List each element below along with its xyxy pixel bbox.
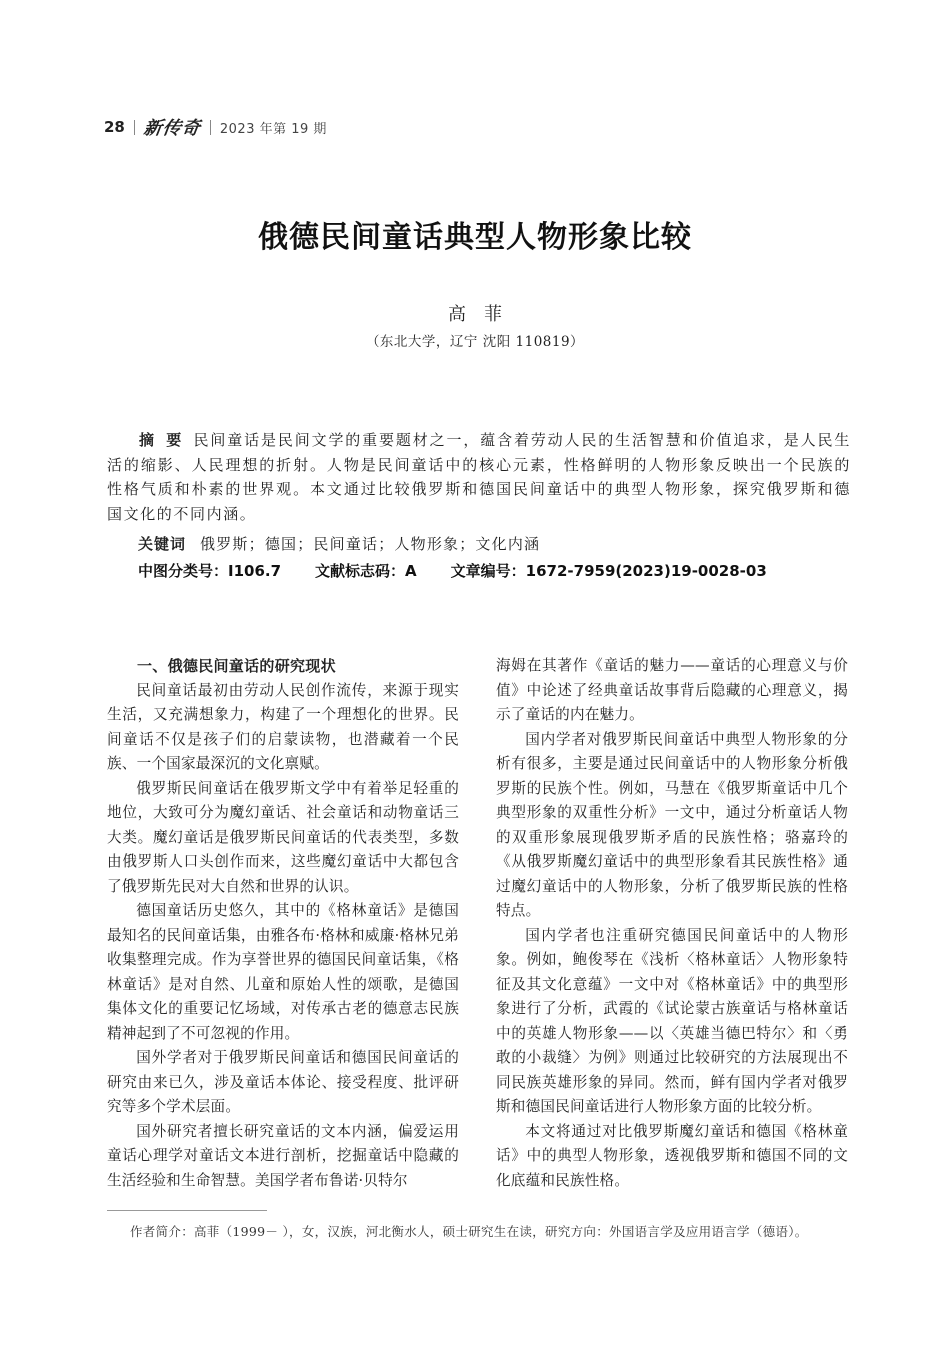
- author-name: 高菲: [448, 304, 520, 325]
- issue-label: 2023 年第 19 期: [219, 121, 327, 137]
- paragraph: 国内学者对俄罗斯民间童话中典型人物形象的分析有很多，主要是通过民间童话中的人物形象分析俄罗斯的民族个性。例如，马慧在《俄罗斯童话中几个典型形象的双重性分析》一文中，通过分析童话人物的双重形象展现俄罗斯矛盾的民族性格；骆嘉玲的《从俄罗斯魔幻童话中的典型形象看其民族性格》通过魔幻童话中的人物形象，分析了俄罗斯民族的性格特点。: [496, 730, 848, 919]
- article-title: 俄德民间童话典型人物形象比较: [258, 220, 692, 255]
- paragraph: 国内学者也注重研究德国民间童话中的人物形象。例如，鲍俊琴在《浅析〈格林童话〉人物形象特征及其文化意蕴》一文中对《格林童话》中的典型形象进行了分析，武霞的《试论蒙古族童话与格林童话中的英雄人物形象——以〈英雄当德巴特尔〉和〈勇敢的小裁缝〉为例》则通过比较研究的方法展现出不同民族英雄形象的异同。然而，鲜有国内学者对俄罗斯和德国民间童话进行人物形象方面的比较分析。: [496, 926, 848, 1115]
- paragraph: 国外学者对于俄罗斯民间童话和德国民间童话的研究由来已久，涉及童话本体论、接受程度、批评研究等多个学术层面。: [107, 1049, 459, 1115]
- keywords-text: 俄罗斯；德国；民间童话；人物形象；文化内涵: [200, 535, 541, 553]
- paragraph: 俄罗斯民间童话在俄罗斯文学中有着举足轻重的地位，大致可分为魔幻童话、社会童话和动物童话三大类。魔幻童话是俄罗斯民间童话的代表类型，多数由俄罗斯人口头创作而来，这些魔幻童话中大都包含了俄罗斯先民对大自然和世界的认识。: [107, 779, 459, 895]
- keywords: [138, 533, 540, 554]
- classification-code: 中图分类号：I106.7: [138, 562, 282, 580]
- running-header: [104, 114, 327, 140]
- header-divider: [210, 120, 211, 135]
- document-code: 文献标志码：A: [315, 562, 417, 580]
- paragraph: 德国童话历史悠久，其中的《格林童话》是德国最知名的民间童话集，由雅各布·格林和威廉·格林兄弟收集整理完成。作为享誉世界的德国民间童话集，《格林童话》是对自然、儿童和原始人性的颂歌，是德国集体文化的重要记忆场域，对传承古老的德意志民族精神起到了不可忽视的作用。: [107, 902, 459, 1042]
- section-heading: 一、俄德民间童话的研究现状: [137, 657, 336, 675]
- footnote-divider: [107, 1210, 267, 1211]
- abstract-label: 摘要: [139, 431, 194, 449]
- abstract-text: 民间童话是民间文学的重要题材之一，蕴含着劳动人民的生活智慧和价值追求，是人民生活的缩影、人民理想的折射。人物是民间童话中的核心元素，性格鲜明的人物形象反映出一个民族的性格气质和朴素的世界观。本文通过比较俄罗斯和德国民间童话中的典型人物形象，探究俄罗斯和德国文化的不同内涵。: [107, 431, 851, 523]
- journal-logo: 新传奇: [142, 118, 203, 139]
- body-column-right: [496, 654, 848, 1193]
- abstract: [107, 428, 851, 526]
- paragraph: 本文将通过对比俄罗斯魔幻童话和德国《格林童话》中的典型人物形象，透视俄罗斯和德国不同的文化底蕴和民族性格。: [496, 1122, 848, 1189]
- paragraph: 海姆在其著作《童话的魅力——童话的心理意义与价值》中论述了经典童话故事背后隐藏的心理意义，揭示了童话的内在魅力。: [496, 657, 848, 723]
- header-divider: [134, 120, 135, 135]
- page-number: 28: [104, 118, 125, 136]
- classification-line: [138, 560, 767, 581]
- paragraph: 民间童话最初由劳动人民创作流传，来源于现实生活，又充满想象力，构建了一个理想化的世界。民间童话不仅是孩子们的启蒙读物，也潜藏着一个民族、一个国家最深沉的文化禀赋。: [107, 681, 459, 772]
- author-footnote: 作者简介：高菲（1999－ ），女，汉族，河北衡水人，硕士研究生在读，研究方向：外国语言学及应用语言学（德语）。: [130, 1224, 808, 1239]
- body-column-left: [107, 654, 459, 1193]
- keywords-label: 关键词: [138, 535, 187, 553]
- article-number: 文章编号：1672-7959(2023)19-0028-03: [450, 562, 767, 580]
- paragraph: 国外研究者擅长研究童话的文本内涵，偏爱运用童话心理学对童话文本进行剖析，挖掘童话中隐藏的生活经验和生命智慧。美国学者布鲁诺·贝特尔: [107, 1122, 459, 1189]
- author-affiliation: （东北大学，辽宁 沈阳 110819）: [365, 334, 585, 350]
